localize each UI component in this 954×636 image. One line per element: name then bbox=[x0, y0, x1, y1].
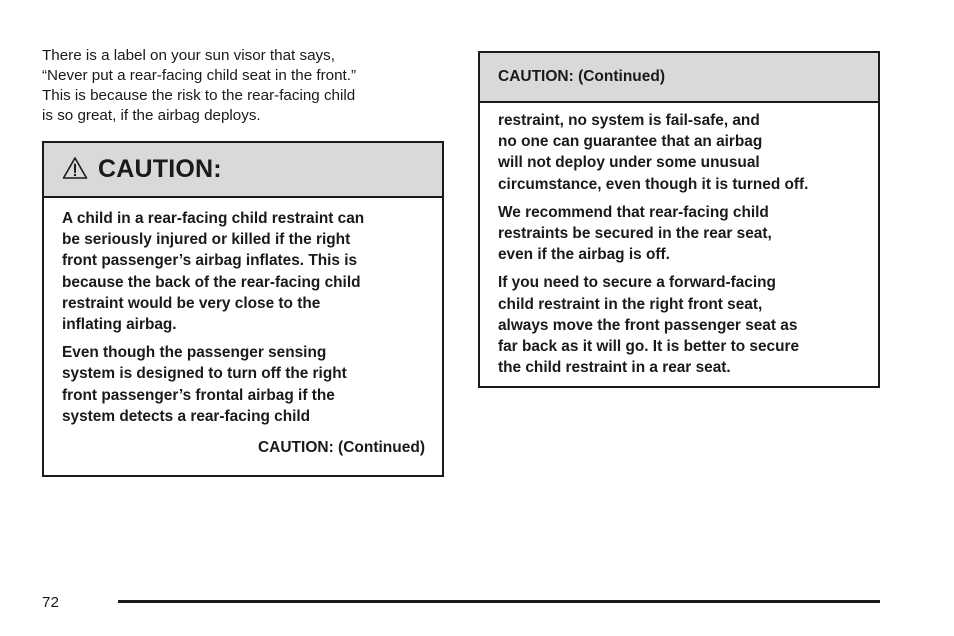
intro-line: There is a label on your sun visor that says, bbox=[42, 47, 335, 64]
page-number: 72 bbox=[42, 594, 59, 611]
caution-continued-header bbox=[480, 53, 878, 103]
caution-line: A child in a rear-facing child restraint can bbox=[62, 210, 365, 227]
caution-line: system detects a rear-facing child bbox=[62, 407, 311, 425]
caution-line: always move the front passenger seat as bbox=[498, 316, 798, 334]
caution-header bbox=[44, 143, 442, 198]
caution-line: restraints be secured in the rear seat, bbox=[498, 225, 772, 243]
caution-line: no one can guarantee that an airbag bbox=[498, 133, 763, 151]
intro-line: is so great, if the airbag deploys. bbox=[42, 107, 261, 124]
caution-line: the child restraint in a rear seat. bbox=[498, 359, 731, 377]
caution-body bbox=[44, 198, 442, 427]
caution-paragraph bbox=[498, 202, 878, 266]
caution-line: front passenger’s frontal airbag if the bbox=[62, 386, 335, 404]
caution-box bbox=[42, 141, 444, 477]
caution-line: If you need to secure a forward-facing bbox=[498, 274, 776, 292]
caution-line: even if the airbag is off. bbox=[498, 246, 670, 264]
caution-paragraph bbox=[62, 208, 442, 335]
caution-line: be seriously injured or killed if the right bbox=[62, 231, 351, 249]
intro-line: “Never put a rear-facing child seat in the front.” bbox=[42, 67, 357, 84]
caution-line: front passenger’s airbag inflates. This is bbox=[62, 252, 358, 270]
caution-title: CAUTION: bbox=[98, 155, 222, 183]
caution-line: Even though the passenger sensing bbox=[62, 344, 327, 362]
caution-line: because the back of the rear-facing child bbox=[62, 273, 361, 291]
caution-continued-footer: CAUTION: (Continued) bbox=[257, 439, 425, 456]
caution-continued-box bbox=[478, 51, 880, 388]
intro-paragraph bbox=[42, 46, 432, 126]
caution-line: child restraint in the right front seat, bbox=[498, 295, 763, 313]
caution-line: restraint would be very close to the bbox=[62, 294, 321, 312]
warning-triangle-icon bbox=[62, 156, 88, 180]
caution-line: will not deploy under some unusual bbox=[498, 154, 760, 172]
caution-paragraph bbox=[62, 342, 442, 427]
caution-line: We recommend that rear-facing child bbox=[498, 203, 769, 221]
caution-line: restraint, no system is fail-safe, and bbox=[498, 112, 760, 129]
caution-continued-body bbox=[480, 103, 878, 378]
caution-paragraph bbox=[498, 272, 878, 378]
caution-continued-title: CAUTION: (Continued) bbox=[498, 68, 666, 85]
caution-paragraph bbox=[498, 110, 878, 195]
intro-line: This is because the risk to the rear-facing child bbox=[42, 87, 356, 104]
footer-rule bbox=[118, 600, 880, 603]
caution-line: system is designed to turn off the right bbox=[62, 365, 347, 383]
caution-line: far back as it will go. It is better to secure bbox=[498, 338, 800, 356]
caution-line: circumstance, even though it is turned off. bbox=[498, 175, 809, 193]
caution-line: inflating airbag. bbox=[62, 316, 177, 334]
